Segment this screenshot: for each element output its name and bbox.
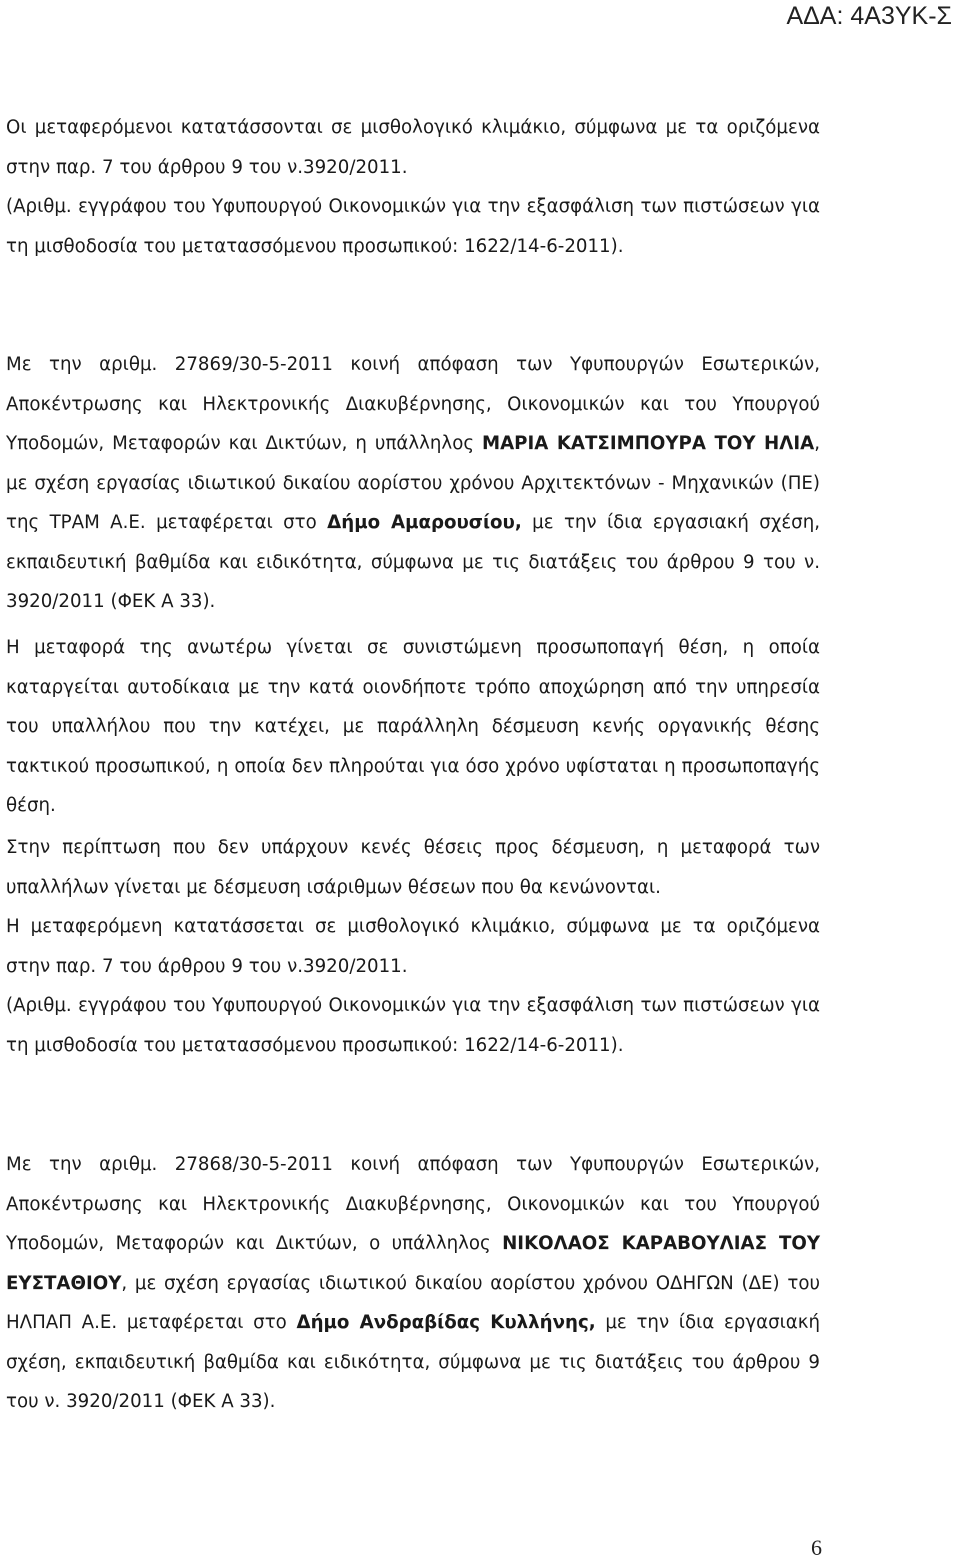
decision-text-2b: , με σχέση εργασίας ιδιωτικού δικαίου αορίστου χρόνου ΟΔΗΓΩΝ (ΔΕ) του ΗΛΠΑΠ Α.Ε. μεταφέρεται στο — [6, 1272, 820, 1333]
paragraph-personal-post: Η μεταφορά της ανωτέρω γίνεται σε συνιστώμενη προσωποπαγή θέση, η οποία καταργείται αυτοδίκαια με την κατά οιονδήποτε τρόπο αποχώρηση από την υπηρεσία του υπαλλήλου που την κατέχει, με παράλληλη δέσμευση κενής οργανικής θέσης τακτικού προσωπικού, η οποία δεν πληρούται για όσο χρόνο υφίσταται η προσωποπαγής θέση. — [6, 637, 820, 816]
paragraph-no-vacancies: Στην περίπτωση που δεν υπάρχουν κενές θέσεις προς δέσμευση, η μεταφορά των υπαλλήλων γίνεται με δέσμευση ισάριθμων θέσεων που θα κενώνονται. — [6, 837, 820, 898]
decision-text-2c: με την ίδια εργασιακή σχέση, εκπαιδευτική βαθμίδα και ειδικότητα, σύμφωνα με τις διατάξεις του άρθρου 9 του ν. 3920/2011 (ΦΕΚ Α 33). — [6, 1312, 820, 1412]
decision-text-1b: , με σχέση εργασίας ιδιωτικού δικαίου αορίστου χρόνου Αρχιτεκτόνων - Μηχανικών (ΠΕ) της ΤΡΑΜ Α.Ε. μεταφέρεται στο — [6, 433, 820, 533]
paragraph-transfer-decision-2 — [6, 1145, 820, 1422]
employee-name-2: ΝΙΚΟΛΑΟΣ ΚΑΡΑΒΟΥΛΙΑΣ ΤΟΥ ΕΥΣΤΑΘΙΟΥ — [6, 1233, 820, 1294]
employee-name-1: ΜΑΡΙΑ ΚΑΤΣΙΜΠΟΥΡΑ ΤΟΥ ΗΛΙΑ — [481, 433, 815, 454]
decision-text-1a: Με την αριθμ. 27869/30-5-2011 κοινή απόφαση των Υφυπουργών Εσωτερικών, Αποκέντρωσης και Ηλεκτρονικής Διακυβέρνησης, Οικονομικών και του Υπουργού Υποδομών, Μεταφορών και Δικτύων, η υπάλληλος — [6, 354, 820, 454]
paragraph-salary-scale-2: Η μεταφερόμενη κατατάσσεται σε μισθολογικό κλιμάκιο, σύμφωνα με τα οριζόμενα στην παρ. 7 του άρθρου 9 του ν.3920/2011. — [6, 916, 820, 977]
decision-text-2a: Με την αριθμ. 27868/30-5-2011 κοινή απόφαση των Υφυπουργών Εσωτερικών, Αποκέντρωσης και Ηλεκτρονικής Διακυβέρνησης, Οικονομικών και του Υπουργού Υποδομών, Μεταφορών και Δικτύων, ο υπάλληλος — [6, 1154, 820, 1254]
destination-municipality-2: Δήμο Ανδραβίδας Κυλλήνης, — [296, 1312, 596, 1333]
destination-municipality-1: Δήμο Αμαρουσίου, — [327, 512, 522, 533]
paragraph-transfer-decision-1 — [6, 345, 820, 622]
ada-code: ΑΔΑ: 4Α3ΥΚ-Σ — [786, 2, 952, 30]
decision-text-1c: με την ίδια εργασιακή σχέση, εκπαιδευτική βαθμίδα και ειδικότητα, σύμφωνα με τις διατάξεις του άρθρου 9 του ν. 3920/2011 (ΦΕΚ Α 33). — [6, 512, 821, 612]
paragraph-salary-scale-1: Οι μεταφερόμενοι κατατάσσονται σε μισθολογικό κλιμάκιο, σύμφωνα με τα οριζόμενα στην παρ. 7 του άρθρου 9 του ν.3920/2011. — [6, 117, 820, 178]
paragraph-funding-doc-1: (Αριθμ. εγγράφου του Υφυπουργού Οικονομικών για την εξασφάλιση των πιστώσεων για τη μισθοδοσία του μετατασσόμενου προσωπικού: 1622/14-6-2011). — [6, 196, 820, 257]
paragraph-funding-doc-2: (Αριθμ. εγγράφου του Υφυπουργού Οικονομικών για την εξασφάλιση των πιστώσεων για τη μισθοδοσία του μετατασσόμενου προσωπικού: 1622/14-6-2011). — [6, 995, 820, 1056]
page-number: 6 — [811, 1535, 822, 1560]
